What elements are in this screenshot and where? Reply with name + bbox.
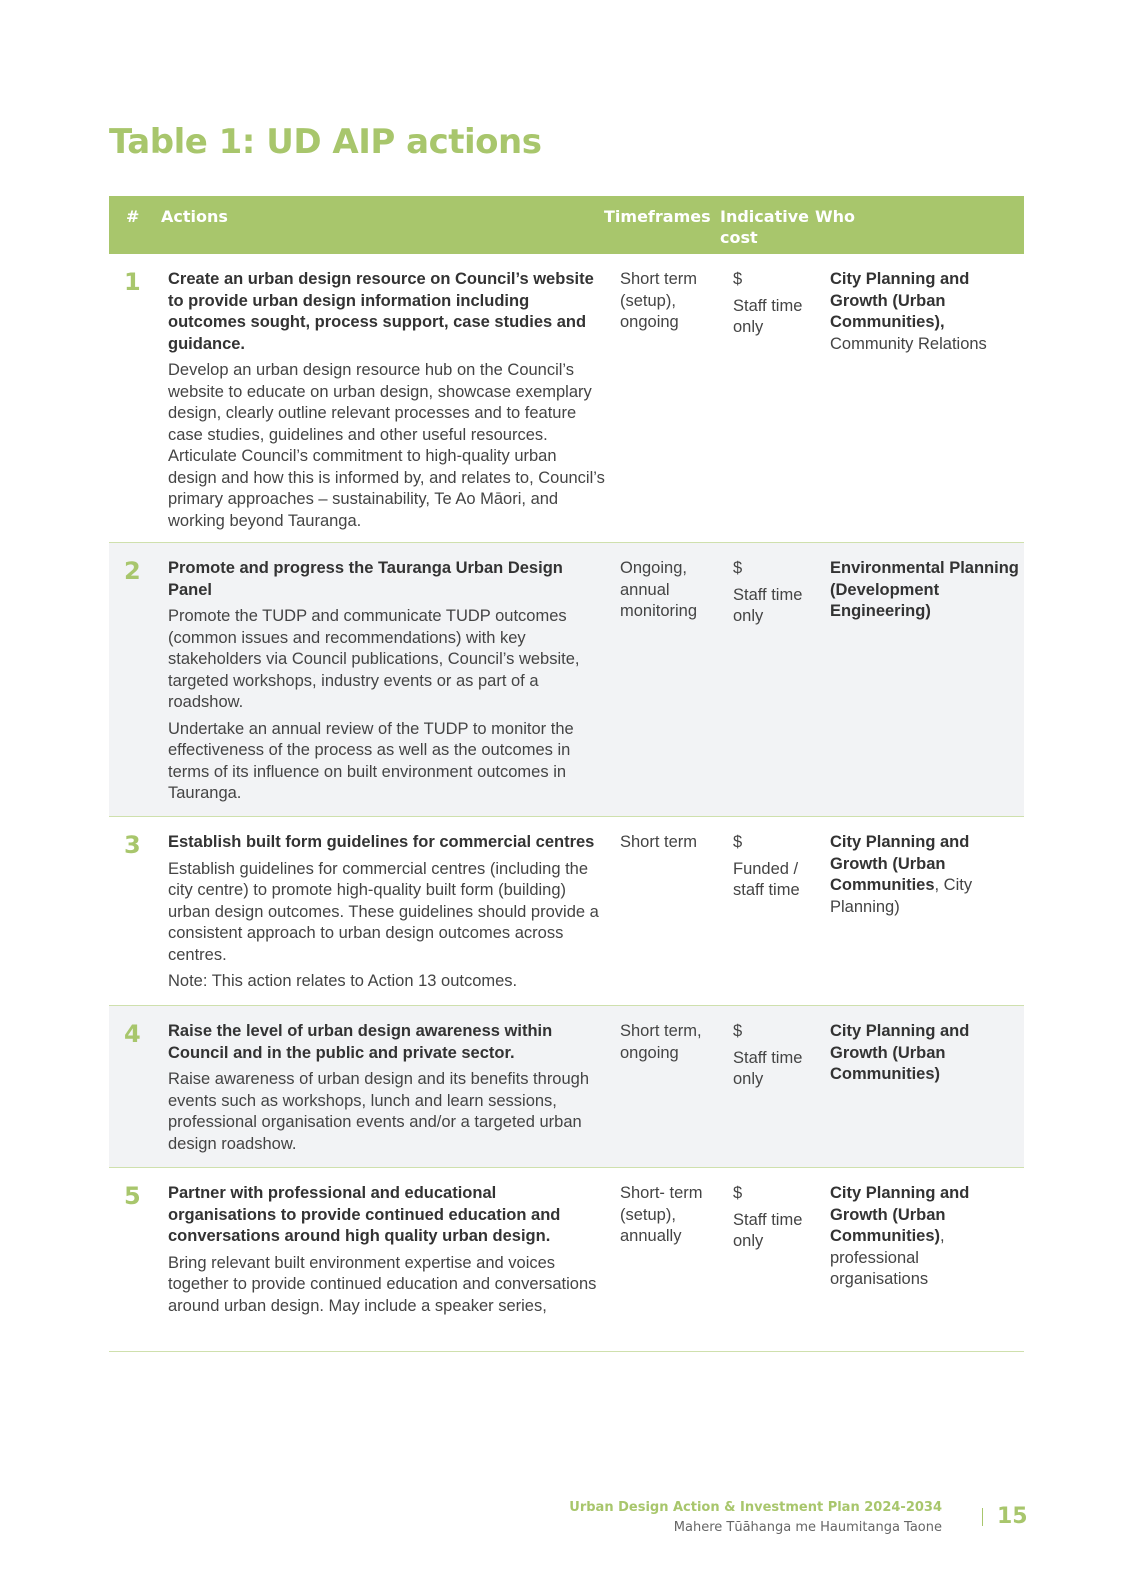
action-description: Develop an urban design resource hub on the Council’s website to educate on urban design, showcase exemplary design, clearly outline relevant processes and to feature case studies, guidelines and other useful resources. Articulate Council’s commitment to high-quality urban design and how this is informed by, and relates to, Council’s primary approaches – sustainability, Te Ao Māori, and working beyond Tauranga. (168, 361, 605, 530)
who-bold: Environmental Planning (Development Engineering) (830, 559, 1019, 620)
row-number: 3 (124, 831, 141, 859)
who-bold: City Planning and Growth (Urban Communities) (830, 1022, 970, 1083)
action-description: Establish guidelines for commercial centres (including the city centre) to promote high-quality built form (building) urban design outcomes. These guidelines should provide a consistent approach to urban design outcomes across centres. (168, 859, 599, 964)
who-bold: City Planning and Growth (Urban Communities (830, 833, 970, 894)
who-rest: , professional organisations (830, 1227, 945, 1288)
action-title: Establish built form guidelines for commercial centres (168, 833, 595, 851)
action-description: Raise awareness of urban design and its benefits through events such as workshops, lunch and learn sessions, professional organisation events and/or a targeted urban design roadshow. (168, 1070, 590, 1153)
footer-subtitle: Mahere Tūāhanga me Haumitanga Taone (673, 1520, 942, 1535)
row-cost (733, 1021, 823, 1091)
action-description: Undertake an annual review of the TUDP to monitor the effectiveness of the process as well as the outcomes in terms of its influence on built environment outcomes in Tauranga. (168, 719, 574, 802)
footer (569, 1498, 942, 1538)
action-title: Promote and progress the Tauranga Urban Design Panel (168, 559, 563, 599)
row-number: 1 (124, 268, 141, 296)
row-who (830, 558, 1020, 623)
action-description: Promote the TUDP and communicate TUDP outcomes (common issues and recommendations) with key stakeholders via Council publications, Council’s website, targeted workshops, industry events or as part of a roadshow. (168, 607, 580, 711)
cost-text: Staff time only (733, 296, 803, 336)
who-rest: , City Planning) (830, 876, 973, 916)
footer-divider (982, 1508, 983, 1526)
who-bold: City Planning and Growth (Urban Communities), (830, 270, 970, 331)
table-row (109, 1168, 1024, 1352)
header-timeframes: Timeframes (604, 207, 711, 226)
footer-document-title: Urban Design Action & Investment Plan 2024-2034 (569, 1500, 942, 1515)
row-timeframe: Short term (setup), ongoing (620, 270, 698, 331)
action-description: Bring relevant built environment expertise and voices together to provide continued education and conversations around urban design. May include a speaker series, (168, 1253, 597, 1315)
table-header (109, 196, 1024, 254)
action-note: Note: This action relates to Action 13 outcomes. (168, 972, 518, 990)
who-rest: Community Relations (830, 334, 987, 353)
header-actions: Actions (161, 207, 228, 226)
page-number: 15 (997, 1504, 1028, 1529)
page-title: Table 1: UD AIP actions (109, 122, 542, 162)
cost-text: Staff time only (733, 1048, 803, 1088)
action-title: Raise the level of urban design awareness within Council and in the public and private sector. (168, 1022, 553, 1062)
cost-text: Funded / staff time (733, 859, 800, 899)
table-row (109, 254, 1024, 543)
row-number: 4 (124, 1020, 141, 1048)
cost-symbol: $ (733, 833, 743, 851)
row-actions (168, 269, 608, 537)
row-timeframe: Ongoing, annual monitoring (620, 559, 698, 620)
row-cost (733, 1183, 823, 1253)
row-cost (733, 832, 823, 902)
row-who (830, 832, 1020, 918)
cost-text: Staff time only (733, 585, 803, 625)
header-cost-line2: cost (720, 228, 758, 247)
table-row (109, 817, 1024, 1006)
cost-symbol: $ (733, 559, 743, 577)
header-number: # (126, 207, 140, 226)
cost-text: Staff time only (733, 1210, 803, 1250)
row-actions (168, 558, 608, 810)
cost-symbol: $ (733, 1184, 743, 1202)
row-actions (168, 1021, 608, 1160)
row-number: 2 (124, 557, 141, 585)
header-indicative-cost (720, 206, 809, 248)
header-cost-line1: Indicative (720, 207, 809, 226)
row-number: 5 (124, 1182, 141, 1210)
actions-table (109, 196, 1024, 1352)
row-actions (168, 1183, 608, 1322)
table-row (109, 1006, 1024, 1168)
row-timeframe: Short term (620, 833, 698, 851)
who-bold: City Planning and Growth (Urban Communities) (830, 1184, 970, 1245)
row-cost (733, 558, 823, 628)
action-title: Partner with professional and educational organisations to provide continued education and conversations around high quality urban design. (168, 1184, 561, 1245)
cost-symbol: $ (733, 1022, 743, 1040)
row-who (830, 269, 1020, 355)
row-who (830, 1183, 1020, 1291)
header-who: Who (815, 207, 856, 226)
row-actions (168, 832, 608, 998)
row-timeframe: Short term, ongoing (620, 1022, 702, 1062)
row-timeframe: Short- term (setup), annually (620, 1184, 703, 1245)
table-row (109, 543, 1024, 817)
action-title: Create an urban design resource on Council’s website to provide urban design information including outcomes sought, process support, case studies and guidance. (168, 270, 594, 353)
cost-symbol: $ (733, 270, 743, 288)
row-cost (733, 269, 823, 339)
row-who (830, 1021, 1020, 1086)
